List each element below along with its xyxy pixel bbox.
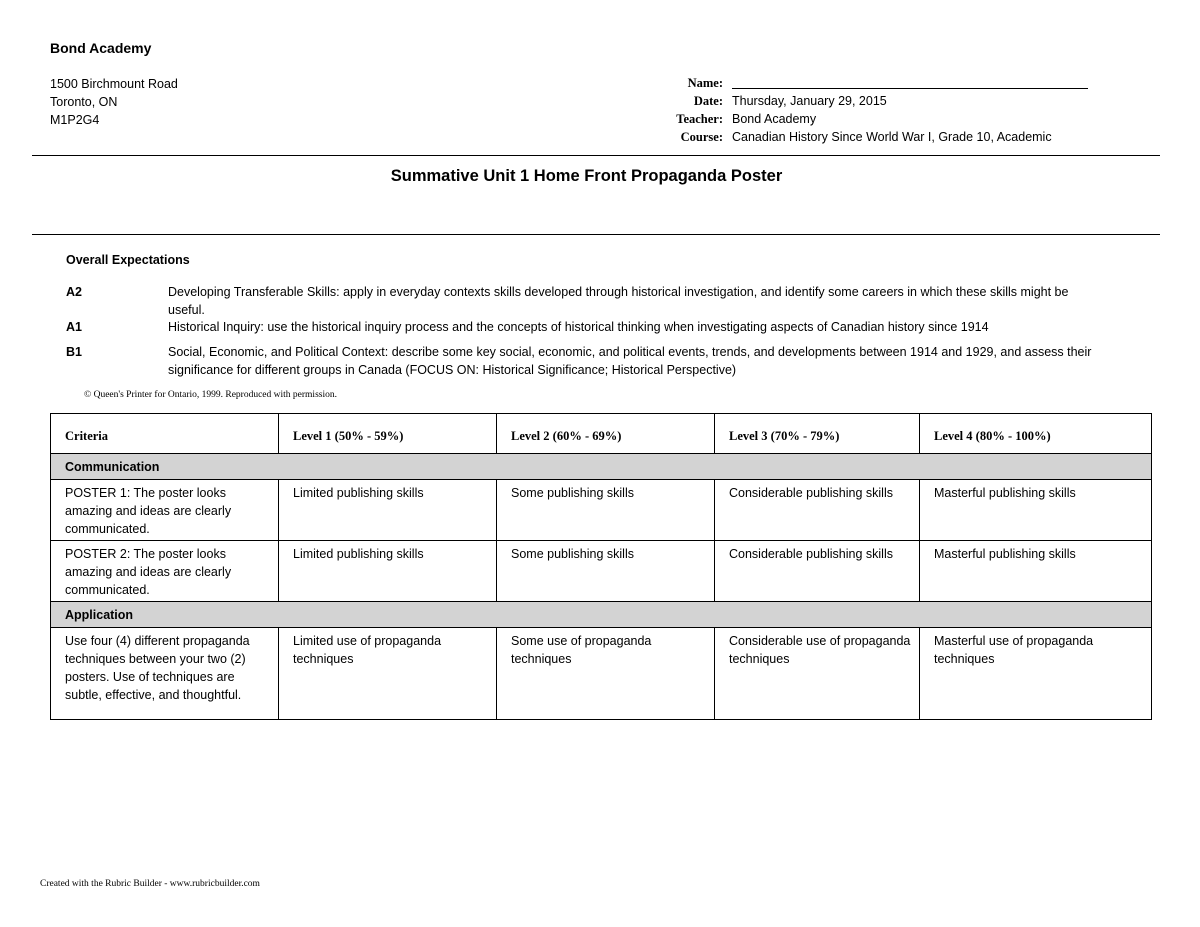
level-cell: Some publishing skills: [497, 480, 715, 541]
expectation-item: [66, 318, 1106, 336]
name-field[interactable]: [732, 74, 1088, 89]
copyright-notice: © Queen's Printer for Ontario, 1999. Reproduced with permission.: [84, 390, 337, 400]
rubric-header-row: [51, 414, 1152, 454]
section-row: [51, 602, 1152, 628]
student-info: [600, 74, 1088, 146]
section-title: Application: [51, 602, 1152, 628]
column-header: Criteria: [51, 414, 279, 454]
column-header: Level 2 (60% - 69%): [497, 414, 715, 454]
address-line: Toronto, ON: [50, 95, 118, 109]
level-cell: Limited publishing skills: [279, 480, 497, 541]
expectation-code: A2: [66, 285, 82, 299]
course-value: Canadian History Since World War I, Grade 10, Academic: [732, 130, 1052, 144]
expectation-text: Developing Transferable Skills: apply in everyday contexts skills developed through historical investigation, and identify some careers in which these skills might be useful.: [168, 285, 1069, 317]
date-value: Thursday, January 29, 2015: [732, 94, 887, 108]
level-cell: Considerable publishing skills: [715, 480, 920, 541]
column-header: Level 4 (80% - 100%): [920, 414, 1152, 454]
expectation-item: [66, 343, 1106, 379]
column-header: Level 3 (70% - 79%): [715, 414, 920, 454]
course-label: Course:: [680, 130, 723, 144]
teacher-value: Bond Academy: [732, 112, 817, 126]
level-cell: Masterful use of propaganda techniques: [920, 628, 1152, 720]
divider: [32, 234, 1160, 235]
level-cell: Limited use of propaganda techniques: [279, 628, 497, 720]
level-cell: Considerable publishing skills: [715, 541, 920, 602]
address-line: M1P2G4: [50, 113, 100, 127]
rubric-table: [50, 413, 1152, 720]
section-title: Communication: [51, 454, 1152, 480]
criteria-cell: POSTER 1: The poster looks amazing and ideas are clearly communicated.: [51, 480, 279, 541]
level-cell: Some use of propaganda techniques: [497, 628, 715, 720]
table-row: [51, 480, 1152, 541]
footer-credit: Created with the Rubric Builder - www.rubricbuilder.com: [40, 879, 260, 889]
school-address: [50, 75, 178, 129]
name-label: Name:: [687, 76, 723, 90]
school-name: Bond Academy: [50, 40, 152, 56]
date-label: Date:: [693, 94, 723, 108]
divider: [32, 155, 1160, 156]
date-row: [600, 92, 1088, 110]
teacher-label: Teacher:: [676, 112, 723, 126]
page-title: Summative Unit 1 Home Front Propaganda Poster: [390, 167, 783, 185]
expectation-code: B1: [66, 345, 82, 359]
expectation-code: A1: [66, 320, 82, 334]
expectation-item: [66, 283, 1106, 319]
expectation-text: Social, Economic, and Political Context: describe some key social, economic, and political events, trends, and developments between 1914 and 1929, and assess their significance for different groups in Canada (FOCUS ON: Historical Significance; Historical Perspective): [168, 345, 1092, 377]
table-row: [51, 628, 1152, 720]
table-row: [51, 541, 1152, 602]
column-header: Level 1 (50% - 59%): [279, 414, 497, 454]
address-line: 1500 Birchmount Road: [50, 77, 178, 91]
criteria-cell: Use four (4) different propaganda techniques between your two (2) posters. Use of techniques are subtle, effective, and thoughtful.: [51, 628, 279, 720]
level-cell: Masterful publishing skills: [920, 480, 1152, 541]
level-cell: Masterful publishing skills: [920, 541, 1152, 602]
name-row: [600, 74, 1088, 92]
level-cell: Limited publishing skills: [279, 541, 497, 602]
expectation-text: Historical Inquiry: use the historical inquiry process and the concepts of historical thinking when investigating aspects of Canadian history since 1914: [168, 320, 989, 334]
criteria-cell: POSTER 2: The poster looks amazing and ideas are clearly communicated.: [51, 541, 279, 602]
level-cell: Considerable use of propaganda techniques: [715, 628, 920, 720]
teacher-row: [600, 110, 1088, 128]
expectations-heading: Overall Expectations: [66, 253, 190, 267]
level-cell: Some publishing skills: [497, 541, 715, 602]
course-row: [600, 128, 1088, 146]
section-row: [51, 454, 1152, 480]
